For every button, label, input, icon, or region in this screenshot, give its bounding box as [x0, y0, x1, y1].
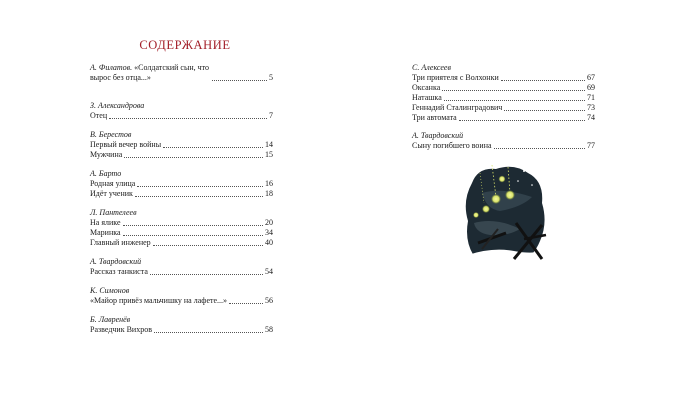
- snow-ground: [462, 249, 548, 278]
- toc-entry-title: Главный инженер: [90, 238, 151, 247]
- toc-section-panteleev: [90, 208, 273, 248]
- toc-leader-dots: [504, 109, 585, 111]
- toc-leader-dots: [442, 89, 585, 91]
- toc-author: Л. Пантелеев: [90, 208, 137, 217]
- toc-entry[interactable]: [412, 93, 595, 103]
- toc-leader-dots: [229, 302, 263, 304]
- toc-entry[interactable]: [412, 113, 595, 123]
- toc-section-aleksandrova: [90, 101, 273, 121]
- toc-entry-page: 69: [587, 83, 595, 92]
- toc-author: А. Твардовский: [412, 131, 464, 140]
- toc-entry-page: 71: [587, 93, 595, 102]
- toc-leader-dots: [444, 99, 585, 101]
- toc-entry-page: 54: [265, 267, 273, 276]
- toc-leader-dots: [494, 147, 585, 149]
- toc-entry-page: 58: [265, 325, 273, 334]
- toc-entry-title: На ялике: [90, 218, 121, 227]
- toc-entry[interactable]: [412, 141, 595, 151]
- toc-entry-title: Сыну погибшего воина: [412, 141, 492, 150]
- toc-section-barto: [90, 169, 273, 199]
- toc-entry-page: 40: [265, 238, 273, 247]
- toc-entry[interactable]: [90, 267, 273, 277]
- toc-entry[interactable]: [90, 189, 273, 199]
- toc-entry[interactable]: [412, 73, 595, 83]
- toc-entry-page: 15: [265, 150, 273, 159]
- toc-entry[interactable]: [412, 103, 595, 113]
- toc-entry-title: Отец: [90, 111, 108, 120]
- toc-section-alekseev: [412, 63, 595, 123]
- toc-leader-dots: [163, 146, 263, 148]
- toc-author: С. Алексеев: [412, 63, 451, 72]
- toc-entry-title: Рассказ танкиста: [90, 267, 148, 276]
- toc-entry-page: 20: [265, 218, 273, 227]
- firework-light: [482, 205, 490, 213]
- firework-light: [491, 194, 501, 204]
- toc-author: А. Барто: [90, 169, 122, 178]
- toc-entry[interactable]: [90, 325, 273, 335]
- toc-author: К. Симонов: [90, 286, 130, 295]
- toc-entry-title-text: «Солдатский сын, что вырос без отца...»: [90, 63, 210, 82]
- toc-entry-title: [90, 63, 210, 83]
- toc-section-lavrenev: [90, 315, 273, 335]
- toc-entry[interactable]: [90, 150, 273, 160]
- star: [517, 180, 519, 182]
- toc-entry[interactable]: [90, 238, 273, 248]
- toc-leader-dots: [109, 117, 267, 119]
- toc-section-tvardovsky-right: [412, 131, 595, 151]
- toc-leader-dots: [150, 273, 263, 275]
- toc-section-berestov: [90, 130, 273, 160]
- toc-entry-title: Наташка: [412, 93, 442, 102]
- toc-leader-dots: [153, 244, 263, 246]
- toc-entry-title: «Майор привёз мальчишку на лафете...»: [90, 296, 228, 305]
- toc-author: Б. Лавренёв: [90, 315, 131, 324]
- toc-section-tvardovsky-left: [90, 257, 273, 277]
- firework-light: [499, 176, 506, 183]
- toc-entry-page: 77: [587, 141, 595, 150]
- toc-section-filatov: [90, 63, 273, 83]
- toc-entry-page: 34: [265, 228, 273, 237]
- toc-leader-dots: [124, 156, 263, 158]
- toc-entry-page: 74: [587, 113, 595, 122]
- toc-entry[interactable]: [90, 63, 273, 83]
- firework-light: [473, 212, 479, 218]
- toc-entry-title: Разведчик Вихров: [90, 325, 152, 334]
- night-fireworks-czech-hedgehogs-illustration: [462, 163, 550, 278]
- toc-leader-dots: [154, 331, 263, 333]
- toc-author: А. Твардовский: [90, 257, 142, 266]
- toc-entry[interactable]: [90, 218, 273, 228]
- toc-entry-page: 14: [265, 140, 273, 149]
- toc-entry-page: 7: [269, 111, 273, 120]
- toc-entry-title: Оксанка: [412, 83, 441, 92]
- toc-author: В. Берестов: [90, 130, 132, 139]
- star: [531, 184, 533, 186]
- toc-title: СОДЕРЖАНИЕ: [139, 38, 231, 52]
- toc-section-simonov: [90, 286, 273, 306]
- toc-entry[interactable]: [90, 140, 273, 150]
- toc-entry-title: Три приятеля с Волхонки: [412, 73, 499, 82]
- toc-entry-title: Геннадий Сталинградович: [412, 103, 503, 112]
- toc-entry-title: Три автомата: [412, 113, 457, 122]
- toc-entry-page: 73: [587, 103, 595, 112]
- toc-entry-page: 16: [265, 179, 273, 188]
- toc-entry-title: Родная улица: [90, 179, 136, 188]
- firework-light: [505, 190, 515, 200]
- toc-leader-dots: [212, 79, 267, 81]
- toc-leader-dots: [501, 79, 585, 81]
- toc-leader-dots: [123, 234, 263, 236]
- star: [523, 170, 525, 172]
- toc-leader-dots: [123, 224, 263, 226]
- toc-entry[interactable]: [90, 179, 273, 189]
- toc-entry[interactable]: [412, 83, 595, 93]
- toc-entry-page: 5: [269, 73, 273, 82]
- toc-leader-dots: [459, 119, 585, 121]
- toc-entry-page: 56: [265, 296, 273, 305]
- toc-entry-title: Мужчина: [90, 150, 123, 159]
- toc-author: З. Александрова: [90, 101, 145, 110]
- toc-leader-dots: [137, 185, 263, 187]
- toc-entry[interactable]: [90, 296, 273, 306]
- toc-entry-page: 67: [587, 73, 595, 82]
- toc-entry[interactable]: [90, 111, 273, 121]
- toc-entry-title: Маринка: [90, 228, 121, 237]
- toc-entry[interactable]: [90, 228, 273, 238]
- toc-entry-page: 18: [265, 189, 273, 198]
- toc-entry-title: Первый вечер войны: [90, 140, 162, 149]
- toc-leader-dots: [135, 195, 263, 197]
- toc-entry-title: Идёт ученик: [90, 189, 133, 198]
- toc-entry-author-inline: А. Филатов.: [90, 63, 133, 72]
